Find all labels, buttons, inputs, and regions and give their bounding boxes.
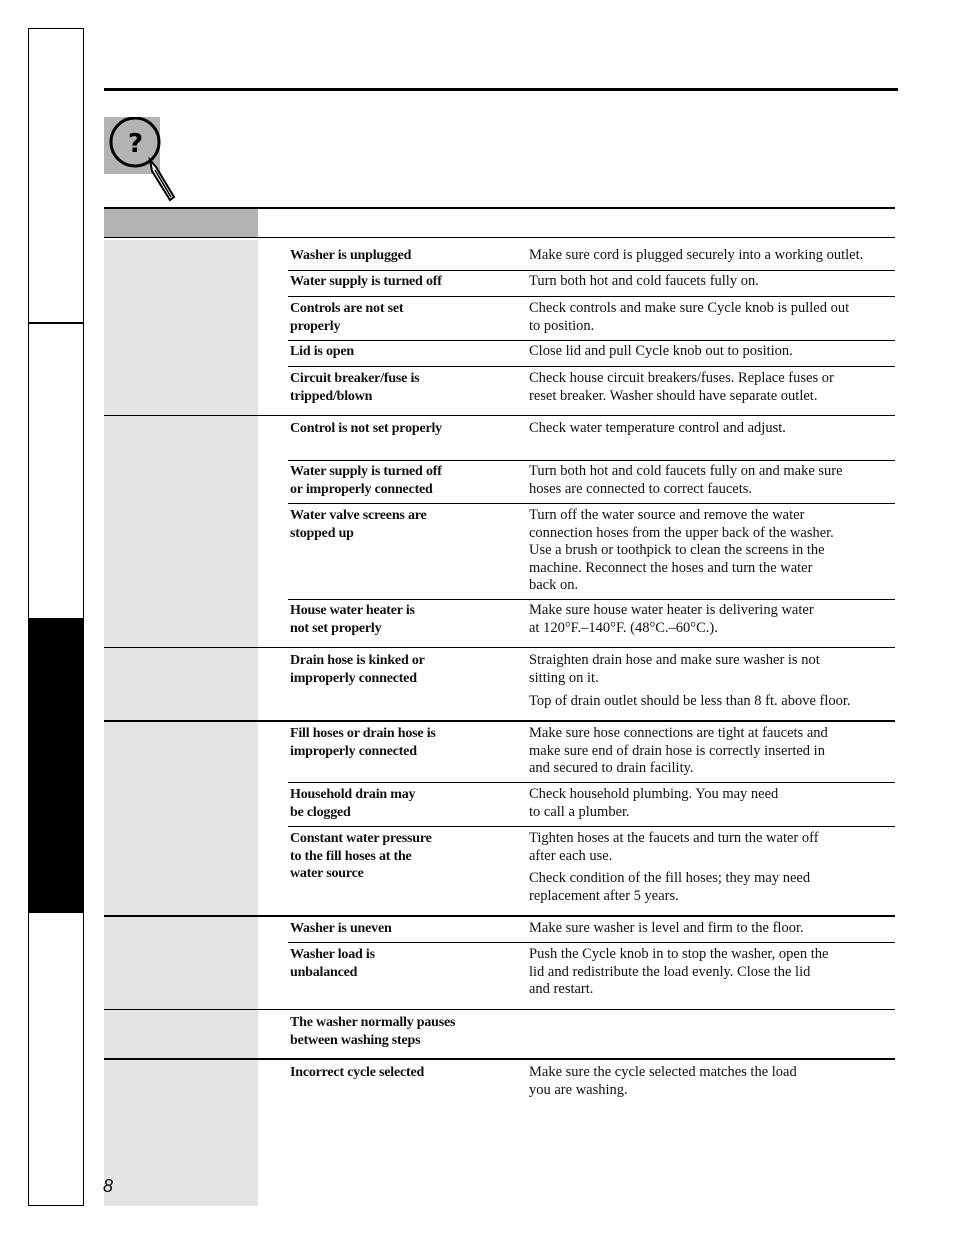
problem-column <box>104 240 258 1206</box>
cause-text: Washer is unplugged <box>290 248 412 263</box>
solution-text: Make sure house water heater is delivering water at 120°F.–140°F. (48°C.–60°C.). <box>529 602 814 636</box>
cause-text: Drain hose is kinked or improperly connected <box>290 653 425 686</box>
table-header-rule-bottom <box>104 237 895 238</box>
row-divider <box>288 599 895 600</box>
solution-text: Make sure hose connections are tight at faucets and make sure end of drain hose is correctly inserted in and secured to drain facility. <box>529 725 828 776</box>
solution-text: Check house circuit breakers/fuses. Replace fuses or reset breaker. Washer should have separate outlet. <box>529 370 834 404</box>
solution-text: Turn both hot and cold faucets fully on and make sure hoses are connected to correct faucets. <box>529 463 843 497</box>
solution-text: Check controls and make sure Cycle knob is pulled out to position. <box>529 300 850 334</box>
cause-text: Constant water pressure to the fill hoses at the water source <box>290 831 432 881</box>
row-divider <box>288 270 895 271</box>
cause-text: Control is not set properly <box>290 421 442 436</box>
solution-text: Turn both hot and cold faucets fully on. <box>529 273 759 289</box>
page-number: 8 <box>103 1176 114 1196</box>
solution-text: Check condition of the fill hoses; they may need replacement after 5 years. <box>529 870 811 904</box>
cause-text: Incorrect cycle selected <box>290 1065 425 1080</box>
cause-text: Water supply is turned off or improperly connected <box>290 464 442 497</box>
cause-text: Water valve screens are stopped up <box>290 508 427 541</box>
cause-text: Fill hoses or drain hose is improperly connected <box>290 726 436 759</box>
svg-text:?: ? <box>128 129 144 159</box>
row-divider <box>288 340 895 341</box>
row-divider <box>288 460 895 461</box>
solution-text: Check household plumbing. You may need to call a plumber. <box>529 786 779 820</box>
group-divider <box>104 1058 895 1060</box>
cause-text: Circuit breaker/fuse is tripped/blown <box>290 371 420 404</box>
solution-text: Top of drain outlet should be less than 8 ft. above floor. <box>529 693 851 709</box>
cause-text: Washer load is unbalanced <box>290 947 375 980</box>
group-divider <box>104 720 895 722</box>
row-divider <box>288 503 895 504</box>
group-divider <box>104 915 895 917</box>
cause-text: Household drain may be clogged <box>290 787 416 820</box>
cause-text: Controls are not set properly <box>290 301 404 334</box>
solution-text: Close lid and pull Cycle knob out to position. <box>529 343 793 359</box>
sidebar-divider <box>29 322 83 324</box>
row-divider <box>288 942 895 943</box>
solution-text: Tighten hoses at the faucets and turn the water off after each use. <box>529 830 819 864</box>
solution-text: Turn off the water source and remove the water connection hoses from the upper back of the washer. Use a brush or toothpick to clean the screens in the machine. Reconnect the hoses and turn the water back on. <box>529 507 834 593</box>
top-rule <box>104 88 898 91</box>
row-divider <box>288 366 895 367</box>
sidebar-active-section <box>29 618 83 913</box>
row-divider <box>288 782 895 783</box>
cause-text: Washer is uneven <box>290 921 392 936</box>
cause-text: Lid is open <box>290 344 354 359</box>
row-divider <box>288 826 895 827</box>
cause-text: The washer normally pauses between washing steps <box>290 1015 456 1048</box>
group-divider <box>104 647 895 648</box>
group-divider <box>104 1009 895 1010</box>
solution-text: Check water temperature control and adjust. <box>529 420 786 436</box>
solution-text: Straighten drain hose and make sure washer is not sitting on it. <box>529 652 820 686</box>
cause-text: Water supply is turned off <box>290 274 442 289</box>
table-header-cell <box>104 209 258 237</box>
solution-text: Make sure cord is plugged securely into a working outlet. <box>529 247 864 263</box>
solution-text: Make sure the cycle selected matches the load you are washing. <box>529 1064 797 1098</box>
cause-text: House water heater is not set properly <box>290 603 415 636</box>
row-divider <box>288 296 895 297</box>
magnifier-question-icon <box>104 117 184 202</box>
group-divider <box>104 415 895 416</box>
section-tab-sidebar <box>28 28 84 1206</box>
solution-text: Make sure washer is level and firm to the floor. <box>529 920 804 936</box>
solution-text: Push the Cycle knob in to stop the washer, open the lid and redistribute the load evenly. Close the lid and restart. <box>529 946 829 997</box>
